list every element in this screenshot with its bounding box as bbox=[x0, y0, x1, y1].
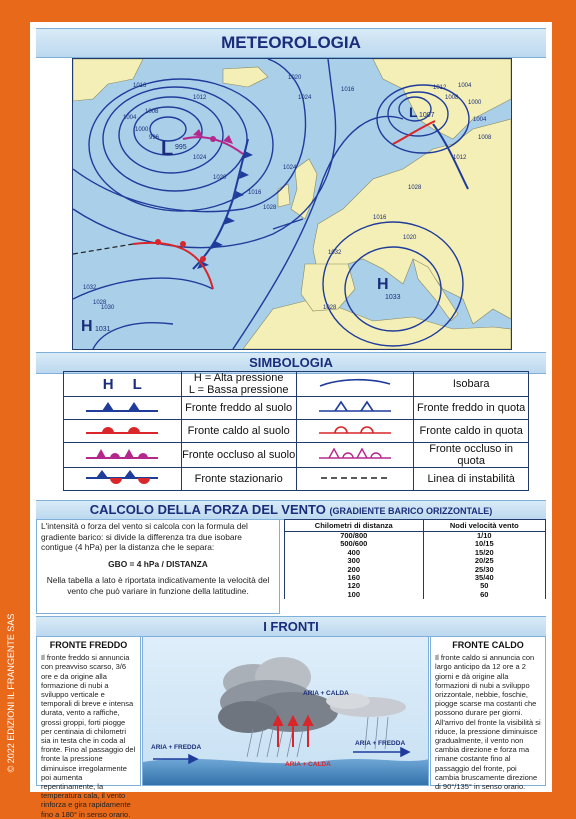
label-aria-fredda-right: ARIA + FREDDA bbox=[355, 740, 406, 747]
cold-front-ground-label: Fronte freddo al suolo bbox=[181, 397, 296, 420]
label-aria-fredda-left: ARIA + FREDDA bbox=[151, 744, 202, 751]
h-letter: H bbox=[102, 375, 114, 393]
isobar-value-label: 1000 bbox=[468, 100, 482, 106]
fronts-svg bbox=[143, 637, 429, 786]
isobar-value-label: 1012 bbox=[453, 155, 467, 161]
label-aria-calda-top: ARIA + CALDA bbox=[303, 690, 349, 697]
wind-table-body bbox=[285, 532, 546, 600]
cold-front-text: Il fronte freddo si annuncia con preavviso scarso, 3/6 ore e da origine alla formazione di nubi a sviluppo verticale e temporali di breve e intensa durata, vento a raffiche, grossi groppi, forti piogge per centinaia di chilometri sia in testa che in coda al fronte. Fino al passaggio del fronte la pressione diminuisce irregolarmente poi aumenta repentinamente, la temperatura cala, il vento rinforza e gira rapidamente fino a 180° in senso orario. bbox=[41, 653, 136, 819]
hl-symbol-cell bbox=[64, 372, 182, 397]
low-label: L = Bassa pressione bbox=[188, 384, 289, 396]
copyright-strip bbox=[3, 600, 17, 790]
l-letter: L bbox=[132, 375, 142, 393]
high-med-letter: H bbox=[377, 276, 389, 293]
isobar-value-label: 1000 bbox=[135, 127, 149, 133]
isobar-value-label: 1012 bbox=[433, 85, 447, 91]
high-med-value: 1033 bbox=[385, 294, 401, 301]
knots-cell: 1/10 bbox=[423, 532, 545, 541]
wind-intro: L'intensità o forza del vento si calcola con la formula del gradiente barico: si divide la differenza tra due isobare contigue (4 hPa) per la distanza che le separa: bbox=[41, 521, 248, 552]
stationary-front-label: Fronte stazionario bbox=[181, 468, 296, 491]
knots-cell: 60 bbox=[423, 591, 545, 599]
occluded-front-upper-symbol bbox=[296, 443, 414, 468]
symbology-row bbox=[64, 443, 529, 468]
cold-front-panel bbox=[36, 636, 141, 819]
isobar-value-label: 1032 bbox=[83, 285, 97, 291]
isobar-value-label: 1028 bbox=[263, 205, 277, 211]
symbology-row bbox=[64, 372, 529, 397]
high-sw-letter: H bbox=[81, 318, 93, 335]
isobar-value-label: 1030 bbox=[101, 305, 115, 311]
symbology-table bbox=[63, 371, 529, 491]
wind-heading bbox=[36, 500, 546, 520]
instability-line-label: Linea di instabilità bbox=[414, 468, 529, 491]
occluded-front-upper-label: Fronte occluso in quota bbox=[414, 443, 529, 468]
copyright-text: © 2022 EDIZIONI IL FRANGENTE SAS bbox=[6, 613, 16, 773]
cold-front-ground-symbol bbox=[64, 397, 182, 420]
isobar-value-label: 1028 bbox=[323, 305, 337, 311]
high-sw-value: 1031 bbox=[95, 326, 111, 333]
wind-formula: GBO = 4 hPa / DISTANZA bbox=[108, 558, 208, 569]
km-cell: 200 bbox=[285, 566, 424, 574]
isobar-value-label: 1008 bbox=[445, 95, 459, 101]
page-title: METEOROLOGIA bbox=[36, 28, 546, 58]
wind-table-row bbox=[285, 557, 546, 565]
km-cell: 300 bbox=[285, 557, 424, 565]
cold-front-upper-symbol bbox=[296, 397, 414, 420]
fronts-illustration bbox=[142, 636, 429, 786]
warm-front-title: FRONTE CALDO bbox=[452, 640, 524, 650]
wind-table-row bbox=[285, 532, 546, 541]
warm-front-upper-symbol bbox=[296, 420, 414, 443]
high-label: H = Alta pressione bbox=[193, 372, 284, 384]
isobar-symbol-cell bbox=[296, 372, 414, 397]
km-cell: 400 bbox=[285, 549, 424, 557]
km-cell: 120 bbox=[285, 582, 424, 590]
isobar-value-label: 1020 bbox=[213, 175, 227, 181]
wind-table-row bbox=[285, 582, 546, 590]
occluded-front-ground-label: Fronte occluso al suolo bbox=[181, 443, 296, 468]
isobar-value-label: 1032 bbox=[328, 250, 342, 256]
warm-front-upper-label: Fronte caldo in quota bbox=[414, 420, 529, 443]
knots-cell: 10/15 bbox=[423, 540, 545, 548]
wind-table-row bbox=[285, 549, 546, 557]
wind-explanation bbox=[36, 519, 280, 614]
wind-table-row bbox=[285, 566, 546, 574]
cold-front-title: FRONTE FREDDO bbox=[49, 640, 128, 650]
knots-cell: 25/30 bbox=[423, 566, 545, 574]
label-aria-calda-mid: ARIA + CALDA bbox=[285, 761, 331, 768]
symbology-row bbox=[64, 420, 529, 443]
warm-front-ground-symbol bbox=[64, 420, 182, 443]
hl-labels bbox=[181, 372, 296, 397]
fronti-heading: I FRONTI bbox=[36, 616, 546, 637]
low-center-letter: L bbox=[161, 138, 174, 160]
isobar-value-label: 1016 bbox=[341, 87, 355, 93]
occluded-front-ground-symbol bbox=[64, 443, 182, 468]
low-ne-letter: L bbox=[409, 104, 418, 120]
col-knots-header: Nodi velocità vento bbox=[423, 520, 545, 532]
knots-cell: 50 bbox=[423, 582, 545, 590]
km-cell: 100 bbox=[285, 591, 424, 599]
wind-table-row bbox=[285, 574, 546, 582]
wind-heading-text: CALCOLO DELLA FORZA DEL VENTO bbox=[89, 502, 326, 517]
km-cell: 160 bbox=[285, 574, 424, 582]
isobar-value-label: 1024 bbox=[298, 95, 312, 101]
knots-cell: 35/40 bbox=[423, 574, 545, 582]
warm-front-text: Il fronte caldo si annuncia con largo anticipo da 12 ore a 2 giorni e dà origine alla formazioni di nubi a sviluppo orizzontale, nebbie, foschie, piogge scarse ma costanti che possono durare per giorni. All'arrivo del fronte la visibilità si riduce, la pressione diminuisce gradualmente, il vento non cambia direzione e forza ma rimane costante fino al passaggio del fronte, poi cambia bruscamente direzione di 90°/135° in senso orario. bbox=[435, 653, 541, 792]
isobar-value-label: 1016 bbox=[133, 83, 147, 89]
isobar-value-label: 1020 bbox=[288, 75, 302, 81]
symbology-row bbox=[64, 397, 529, 420]
low-ne-value: 1007 bbox=[419, 112, 435, 119]
isobar-value-label: 1028 bbox=[93, 300, 107, 306]
symbology-row bbox=[64, 468, 529, 491]
cold-front-upper-label: Fronte freddo in quota bbox=[414, 397, 529, 420]
isobar-value-label: 1004 bbox=[458, 83, 472, 89]
col-km-header: Chilometri di distanza bbox=[285, 520, 424, 532]
isobar-value-label: 1024 bbox=[193, 155, 207, 161]
weather-map-svg bbox=[73, 59, 511, 349]
isobar-value-label: 1020 bbox=[403, 235, 417, 241]
km-cell: 700/800 bbox=[285, 532, 424, 541]
weather-map bbox=[72, 58, 512, 350]
km-cell: 500/600 bbox=[285, 540, 424, 548]
isobar-value-label: 996 bbox=[149, 135, 160, 141]
isobar-value-label: 1004 bbox=[123, 115, 137, 121]
isobar-value-label: 1008 bbox=[478, 135, 492, 141]
simbologia-heading: SIMBOLOGIA bbox=[36, 352, 546, 374]
isobar-symbol bbox=[315, 376, 395, 390]
wind-table-row bbox=[285, 540, 546, 548]
knots-cell: 15/20 bbox=[423, 549, 545, 557]
wind-table-row bbox=[285, 591, 546, 599]
stationary-front-symbol bbox=[64, 468, 182, 491]
poster-card bbox=[30, 22, 552, 819]
isobar-label: Isobara bbox=[414, 372, 529, 397]
isobar-value-label: 1004 bbox=[473, 117, 487, 123]
isobar-value-label: 1016 bbox=[248, 190, 262, 196]
isobar-value-label: 1016 bbox=[373, 215, 387, 221]
instability-line-symbol bbox=[296, 468, 414, 491]
isobar-value-label: 1028 bbox=[408, 185, 422, 191]
isobar-value-label: 1008 bbox=[145, 109, 159, 115]
low-center-value: 995 bbox=[175, 144, 187, 151]
wind-table bbox=[284, 519, 546, 599]
isobar-value-label: 1024 bbox=[283, 165, 297, 171]
warm-front-ground-label: Fronte caldo al suolo bbox=[181, 420, 296, 443]
isobar-value-label: 1012 bbox=[193, 95, 207, 101]
wind-subheading: (GRADIENTE BARICO ORIZZONTALE) bbox=[329, 506, 493, 516]
knots-cell: 20/25 bbox=[423, 557, 545, 565]
warm-front-panel bbox=[430, 636, 546, 792]
wind-note: Nella tabella a lato è riportata indicativamente la velocità del vento che può variare in funzione della latitudine. bbox=[46, 575, 270, 596]
